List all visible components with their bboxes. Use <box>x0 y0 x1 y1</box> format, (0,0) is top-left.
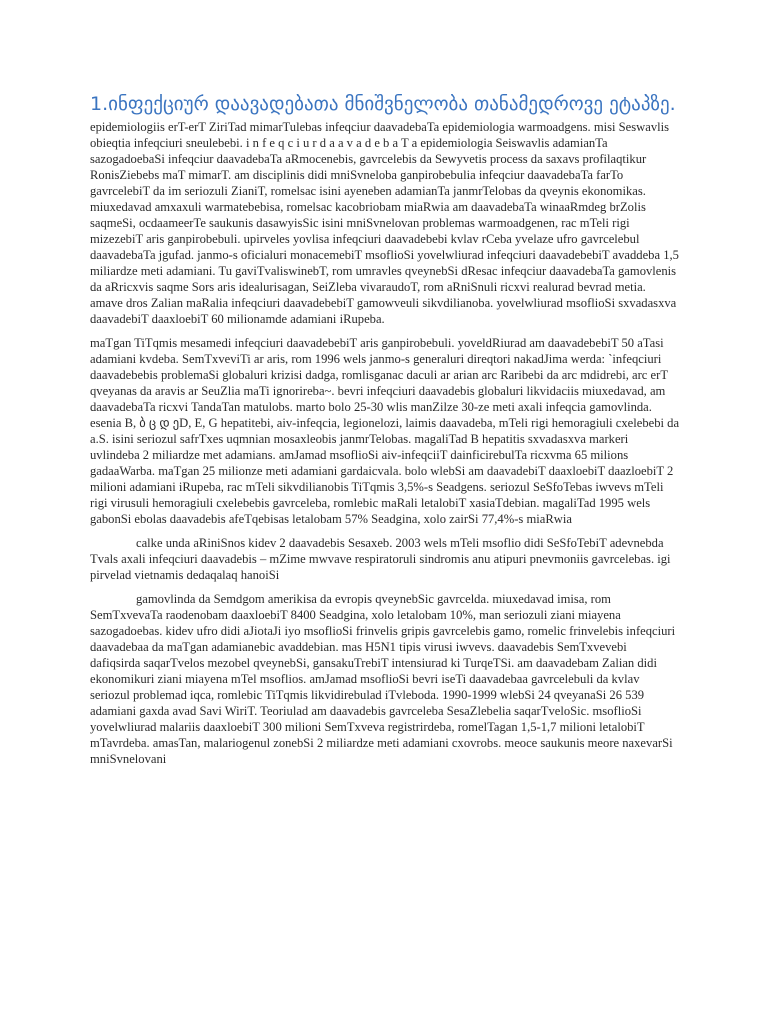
body-paragraph-3: calke unda aRiniSnos kidev 2 daavadebis Sesaxeb. 2003 wels mTeli msoflio didi SeSfoTebiT adevnebda Tvals axali infeqciuri daavadebis – mZime mwvave respiratoruli sindromis anu atipuri pnevmoniis gavrcelebas. igi pirvelad vietnamis dedaqalaq hanoiSi <box>90 536 671 582</box>
document-page <box>90 92 680 767</box>
body-paragraph-4: gamovlinda da Semdgom amerikisa da evropis qveynebSic gavrcelda. miuxedavad imisa, rom SemTxvevaTa raodenobam daaxloebiT 8400 Seadgina, xolo letalobam 10%, man seriozuli ziani miayena sazogadoebas. kidev ufro didi aJiotaJi iyo msoflioSi frinvelis gripis gavrcelebis gamo, romelic frinvelebis infeqciuri daavadebaa da maTgan adamianebic avaddebian. mas H5N1 tipis virusi iwvevs. daavadebis SemTxvevebi dafiqsirda saqarTvelos mezobel qveynebSi, gansakuTrebiT intensiurad ki TurqeTSi. am daavadebam Zalian didi ekonomikuri ziani miayena mTel msoflios. amJamad msoflioSi bevri iseTi daavadebaa gavrcelebuli da kvlav seriozul problemad iqca, romlebic TiTqmis likvidirebulad iTvleboda. 1990-1999 wlebSi 24 qveyanaSi 26 539 adamiani gaxda avad Savi WiriT. Teoriulad am daavadebis gavrceleba SesaZlebelia saqarTveloSic. msoflioSi yovelwliurad malariis daaxloebiT 300 milioni SemTxveva registrirdeba, romelTagan 1,5-1,7 milioni letalobiT mTavrdeba. amasTan, malariogenul zonebSi 2 miliardze meti adamiani cxovrobs. meoce saukunis meore naxevarSi mniSvnelovani <box>90 592 676 766</box>
body-paragraph-2: maTgan TiTqmis mesamedi infeqciuri daavadebebiT aris ganpirobebuli. yoveldRiurad am daavadebebiT 50 aTasi adamiani kvdeba. SemTxveviTi ar aris, rom 1996 wels janmo-s generaluri direqtori nakadJima werda: `infeqciuri daavadebebis problemaSi globaluri krizisi dadga, romlisganac daculi ar arian arc Raribebi da arc mdidrebi, arc erT qveyanas da aravis ar SeuZlia maTi ignorireba~. bevri infeqciuri daavadebis globaluri likvidaciis miuxedavad, am daavadebaTa ricxvi TandaTan matulobs. marto bolo 25-30 wlis manZilze 30-ze meti axali infeqcia gamovlinda. esenia B, ბ ც დ ეD, E, G hepatitebi, aiv-infeqcia, legionelozi, laimis daavadeba, mTeli rigi hemoragiuli cxelebebi da a.S. isini seriozul safrTxes uqmnian mosaxleobis janmrTelobas. magaliTad B hepatitis sxvadasxva markeri uvlindeba 2 miliardze met adamians. amJamad msoflioSi aiv-infeqciiT dainficirebulTa ricxvma 65 milions gadaaWarba. maTgan 25 milionze meti adamiani gardaicvala. bolo wlebSi am daavadebiT daaxloebiT daazloebiT 2 milioni adamiani iRupeba, rac mTeli sikvdilianobis TiTqmis 3,5%-s Seadgens. seriozul SeSfoTebas iwvevs mTeli rigi virusuli hemoragiuli cxelebebis gavrceleba, romlebic maRali letalobiT xasiaTdebian. magaliTad 1995 wels gabonSi ebolas daavadebis afeTqebisas letalobam 57% Seadgina, xolo zairSi 77,4%-s miaRwia <box>90 336 680 526</box>
section-heading: 1.ინფექციურ დაავადებათა მნიშვნელობა თანამედროვე ეტაპზე. <box>90 93 676 115</box>
body-paragraph-1: epidemiologiis erT-erT ZiriTad mimarTulebas infeqciur daavadebaTa epidemiologia warmoadgens. misi Seswavlis obieqtia infeqciuri sneulebebi. i n f e q c i u r d a a v a d e b a T a epidemiologia Seiswavlis adamianTa sazogadoebaSi infeqciur daavadebaTa aRmocenebis, gavrcelebis da Sewyvetis process da saxavs profilaqtikur RonisZiebebs maT mimarT. am disciplinis didi mniSvneloba ganpirobebulia infeqciur daavadebaTa farTo gavrcelebiT da im seriozuli ZianiT, romelsac isini ayeneben adamianTa janmrTelobas da qveynis ekonomikas. miuxedavad amxaxuli warmatebebisa, romelsac kacobriobam miaRwia am daavadebaTa winaaRmdeg brZolis saqmeSi, ocdaameerTe saukunis dasawyisSic isini mniSvnelovan problemas warmoadgenen, rac mTeli rigi mizezebiT aris ganpirobebuli. upirveles yovlisa infeqciuri daavadebebi kvlav rCeba yvelaze ufro gavrcelebul daavadebaTa jgufad. janmo-s oficialuri monacemebiT msoflioSi yovelwliurad infeqciuri daavadebebiT avaddeba 1,5 miliardze meti adamiani. Tu gaviTvaliswinebT, rom umravles qveynebSi dResac infeqciur daavadebaTa gamovlenis da aRricxvis saqme Sors aris idealurisagan, SeiZleba vivaraudoT, rom aRniSnuli ricxvi realurad bevrad metia. amave dros Zalian maRalia infeqciuri daavadebebiT gamowveuli sikvdilianoba. yovelwliurad msoflioSi sxvadasxva daavadebiT daaxloebiT 60 milionamde adamiani iRupeba. <box>90 120 679 326</box>
